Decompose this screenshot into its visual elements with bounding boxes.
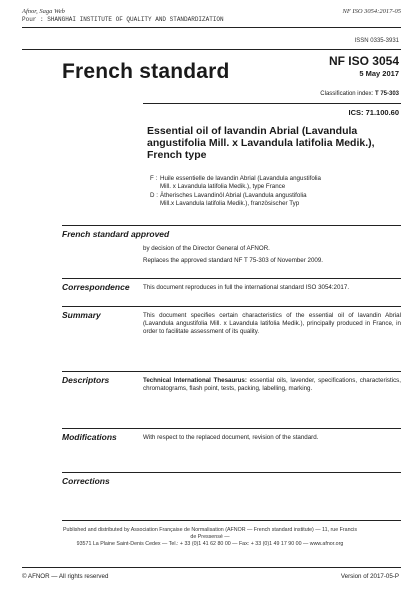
publisher-line2: 93571 La Plaine Saint-Denis Cedex — Tel.: + 33 (0)1 41 62 80 00 — Fax: + 33 (0)1 49 17 90 00 — www.afnor.org: [76, 541, 344, 547]
standard-number: NF ISO 3054: [328, 54, 399, 68]
descriptors-keywords: essential oils, lavender, specifications, characteristics, chromatograms, flash point, tests, packing, labelling, marking.: [143, 377, 401, 392]
classification-value: T 75-303: [374, 91, 399, 97]
section-rule-modifications: [62, 428, 401, 429]
translation-german: [150, 192, 307, 208]
standard-date: 5 May 2017: [359, 69, 399, 78]
translation-f-line2: Mill. x Lavandula latifolia Medik.), type France: [160, 183, 286, 190]
classification-index: [320, 91, 399, 97]
header-line2: Pour : SHANGHAI INSTITUTE OF QUALITY AND STANDARDIZATION: [22, 16, 224, 23]
approved-line2: Replaces the approved standard NF T 75-303 of November 2009.: [143, 257, 324, 264]
modifications-text: With respect to the replaced document, revision of the standard.: [143, 434, 319, 441]
section-rule-correspondence: [62, 278, 401, 279]
section-head-summary: Summary: [62, 310, 101, 320]
translation-f-label: F :: [150, 175, 158, 182]
ics-rule: [143, 103, 401, 104]
descriptors-text: [143, 377, 401, 393]
document-title: Essential oil of lavandin Abrial (Lavandula angustifolia Mill. x Lavandula latifolia Medik.), French type: [147, 125, 375, 161]
top-rule: [22, 27, 401, 28]
ics-code: ICS: 71.100.60: [348, 108, 399, 117]
descriptors-label: Technical International Thesaurus:: [143, 377, 247, 384]
section-head-descriptors: Descriptors: [62, 375, 110, 385]
section-head-approved: French standard approved: [62, 229, 170, 239]
translation-d-line2: Mill.x Lavandula latifolia Medik.), französischer Typ: [160, 200, 300, 207]
translation-d-label: D :: [150, 192, 158, 199]
section-rule-descriptors: [62, 371, 401, 372]
publisher-info: [60, 527, 360, 548]
section-rule-approved: [62, 225, 401, 226]
bottom-rule: [22, 567, 401, 568]
header-source: [22, 8, 224, 24]
page-title: French standard: [62, 60, 230, 83]
section-head-correspondence: Correspondence: [62, 282, 130, 292]
title-rule: [22, 49, 401, 50]
copyright: © AFNOR — All rights reserved: [22, 573, 109, 580]
section-head-modifications: Modifications: [62, 432, 117, 442]
translation-f-line1: Huile essentielle de lavandin Abrial (Lavandula angustifolia: [160, 175, 321, 182]
issn: ISSN 0335-3931: [354, 38, 399, 44]
translation-french: [150, 175, 321, 191]
section-rule-summary: [62, 306, 401, 307]
translation-d-line1: Ätherisches Lavandinöl Abrial (Lavandula angustifolia: [160, 192, 307, 199]
correspondence-text: This document reproduces in full the international standard ISO 3054:2017.: [143, 284, 350, 291]
header-ref: NF ISO 3054:2017-05: [342, 8, 401, 15]
publisher-line1: Published and distributed by Association Française de Normalisation (AFNOR — French standard institute) — 11, rue Francis de Pressensé —: [62, 527, 357, 540]
header-line1: Afnor, Saga Web: [22, 8, 65, 15]
summary-text: This document specifies certain characteristics of the essential oil of lavandin Abrial (Lavandula angustifolia Mill. x Lavandula latifolia Medik.), principally produced in France, in order to facilitate assessment of its quality.: [143, 312, 401, 335]
section-head-corrections: Corrections: [62, 476, 110, 486]
approved-line1: by decision of the Director General of AFNOR.: [143, 245, 270, 252]
footer-rule: [62, 520, 401, 521]
section-rule-corrections: [62, 472, 401, 473]
version: Version of 2017-05-P: [340, 573, 399, 580]
classification-label: Classification index:: [320, 91, 374, 97]
